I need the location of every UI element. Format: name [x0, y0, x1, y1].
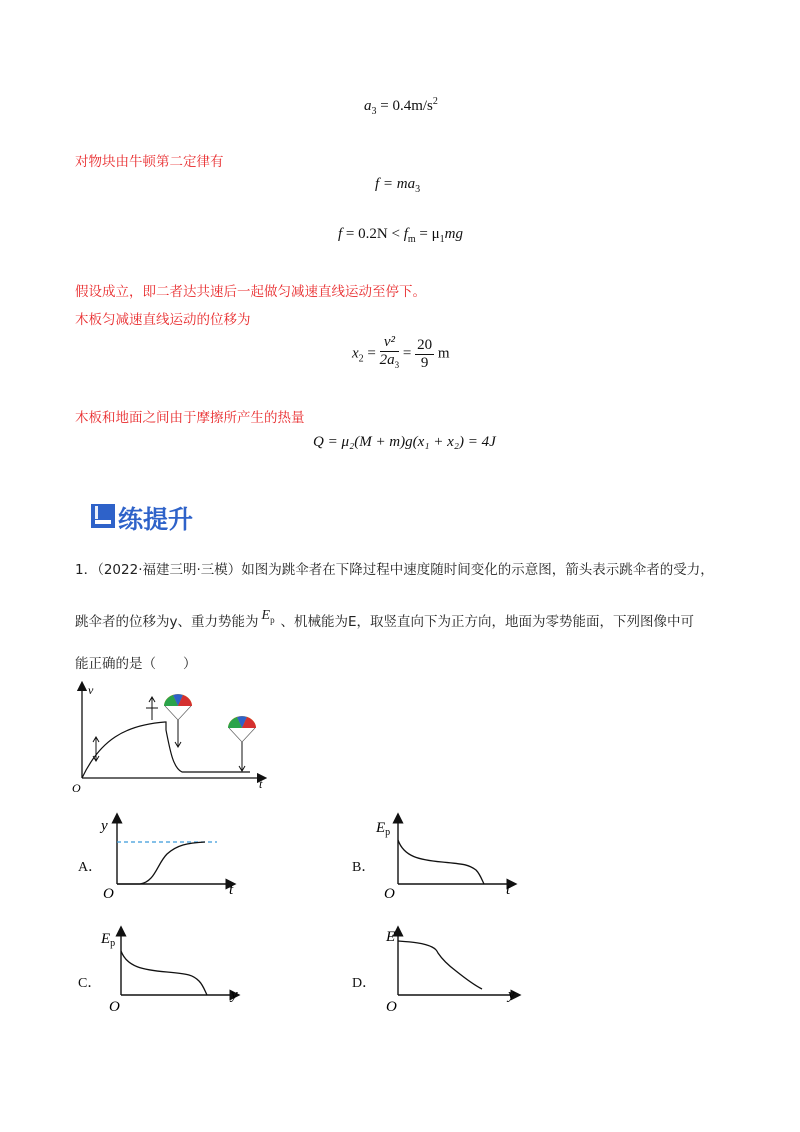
main-figure-v-t	[70, 680, 280, 795]
option-d-label[interactable]: D．	[352, 976, 377, 991]
svg-text:E: E	[386, 929, 396, 945]
svg-text:t: t	[229, 882, 234, 898]
svg-text:O: O	[386, 999, 397, 1013]
question-line-1: 1．（2022·福建三明·三模）如图为跳伞者在下降过程中速度随时间变化的示意图，箭头表示跳伞者的受力，	[75, 562, 714, 578]
red-text-newton: 对物块由牛顿第二定律有	[75, 154, 224, 170]
force-arrows-2	[146, 697, 158, 720]
red-text-heat: 木板和地面之间由于摩擦所产生的热量	[75, 410, 305, 426]
red-text-displacement: 木板匀减速直线运动的位移为	[75, 312, 251, 328]
option-c-label[interactable]: C．	[78, 976, 102, 991]
origin-label: O	[72, 781, 81, 795]
equation-x2: $x_2$ = $\frac{\text{v²}}{2a_3}$ = $\frac{20}{9}$ m	[352, 334, 450, 371]
svg-text:O: O	[103, 886, 114, 900]
equation-a3: $a_3 = 0.4m/s^2$	[364, 96, 438, 117]
option-a-label[interactable]: A．	[78, 860, 103, 875]
force-arrows-1	[93, 737, 99, 761]
velocity-curve	[82, 722, 250, 778]
question-line-3: 能正确的是（ ）	[75, 656, 197, 672]
book-icon	[90, 503, 116, 529]
equation-f-friction: $f = 0.2N < f_m = \mu_1mg$	[338, 226, 463, 245]
option-d-graph	[372, 925, 522, 1013]
svg-text:t: t	[506, 882, 511, 898]
parachute-icon-2	[228, 716, 256, 771]
red-text-assumption: 假设成立，即二者达共速后一起做匀减速直线运动至停下。	[75, 284, 426, 300]
svg-text:Ep: $E_p$	[376, 820, 391, 838]
equation-f-ma3: $f = ma_3$	[375, 176, 421, 195]
section-title: 练提升	[118, 505, 194, 534]
svg-text:Ep: $E_p$	[101, 931, 116, 949]
svg-text:y: y	[508, 987, 515, 1003]
svg-text:y: y	[101, 818, 108, 834]
option-c-graph	[95, 925, 245, 1013]
y-axis-label: v	[88, 683, 94, 697]
question-line-2: 跳伞者的位移为y、重力势能为 $E_p$ 、机械能为E，取竖直向下为正方向，地面为零势能面，下列图像中可	[75, 608, 695, 630]
option-b-label[interactable]: B．	[352, 860, 376, 875]
svg-text:O: O	[109, 999, 120, 1013]
x-axis-label: t	[259, 777, 263, 791]
option-a-graph	[95, 812, 245, 900]
option-b-graph	[372, 812, 522, 900]
svg-text:O: O	[384, 886, 395, 900]
svg-text:y: y	[231, 987, 238, 1003]
equation-heat: Q = μ₂(M + m)g(x₁ + x₂) = 4J	[313, 434, 496, 450]
